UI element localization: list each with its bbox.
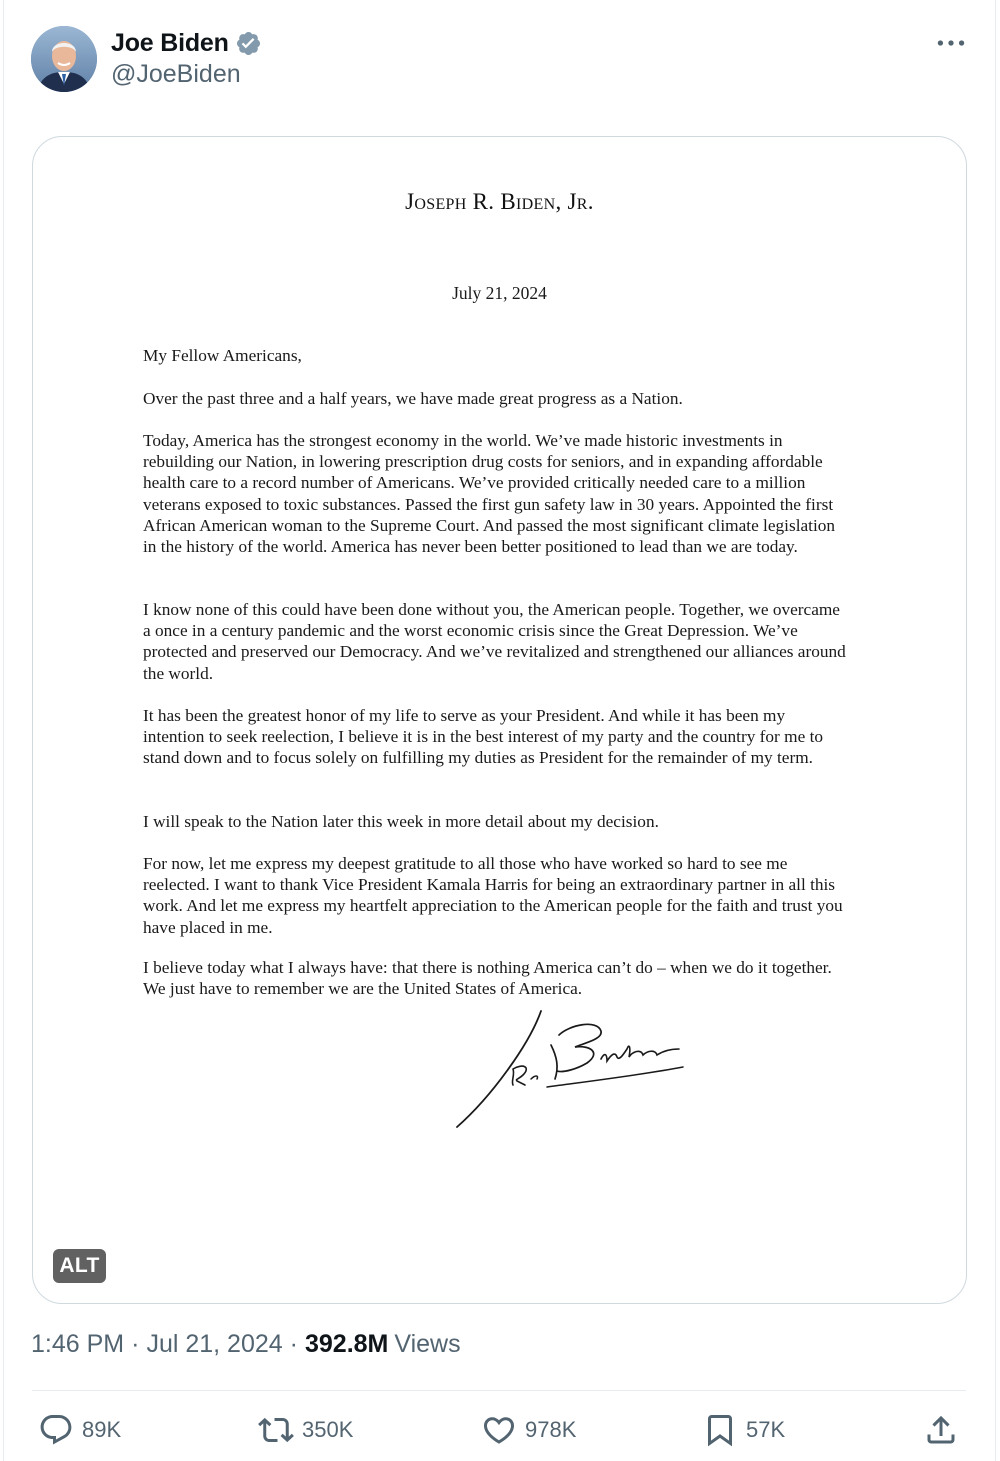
frame-edge-right — [995, 0, 996, 1461]
bookmark-count: 57K — [746, 1417, 786, 1442]
letter-paragraph: Today, America has the strongest economy in the world. We’ve made historic investments in rebuilding our Nation, in lowering prescription drug costs for seniors, and in expanding affordable health care to a record number of Americans. We’ve provided critically needed care to a million veterans exposed to toxic substances. Passed the first gun safety law in 30 years. Appointed the first African American woman to the Supreme Court. And passed the most significant climate legislation in the history of the world. America has never been better positioned to lead than we are today. — [143, 431, 836, 557]
letter-paragraph: I will speak to the Nation later this week in more detail about my decision. — [143, 812, 659, 831]
meta-separator: · — [131, 1330, 140, 1358]
signature-image — [451, 1005, 691, 1133]
letterhead: Joseph R. Biden, Jr. — [405, 189, 594, 214]
avatar-image — [31, 26, 97, 92]
alt-text-badge[interactable]: ALT — [53, 1249, 106, 1283]
letter-date: July 21, 2024 — [452, 283, 547, 303]
avatar[interactable] — [31, 26, 97, 92]
views-count[interactable]: 392.8M — [304, 1330, 389, 1358]
verified-badge-icon[interactable] — [235, 30, 262, 57]
letter-salutation: My Fellow Americans, — [143, 346, 302, 365]
more-options-icon[interactable] — [934, 28, 968, 58]
views-label: Views — [394, 1330, 461, 1358]
author-name[interactable]: Joe Biden — [111, 28, 229, 57]
repost-icon — [258, 1412, 294, 1448]
reply-button[interactable] — [38, 1410, 121, 1450]
tweet-time[interactable]: 1:46 PM — [31, 1330, 125, 1358]
letter-paragraph: It has been the greatest honor of my life to serve as your President. And while it has been my intention to seek reelection, I believe it is in the best interest of my party and the country for me to stand down and to focus solely on fulfilling my duties as President for the remainder of my term. — [143, 706, 824, 768]
letter-paragraph: For now, let me express my deepest gratitude to all those who have worked so hard to see me reelected. I want to thank Vice President Kamala Harris for being an extraordinary partner in all this work. And let me express my heartfelt appreciation to the American people for the faith and trust you have placed in me. — [143, 854, 843, 937]
author-name-row[interactable] — [111, 27, 262, 59]
like-count: 978K — [525, 1417, 577, 1442]
meta-separator: · — [289, 1330, 298, 1358]
tweet-date[interactable]: Jul 21, 2024 — [146, 1330, 283, 1358]
bookmark-icon — [702, 1412, 738, 1448]
frame-edge-left — [3, 0, 4, 1461]
share-button[interactable] — [923, 1410, 959, 1450]
reply-icon — [38, 1412, 74, 1448]
repost-count: 350K — [302, 1417, 354, 1442]
reply-count: 89K — [82, 1417, 122, 1442]
letter-paragraph: I know none of this could have been done without you, the American people. Together, we overcame a once in a century pandemic and the worst economic crisis since the Great Depression. We’ve protected and preserved our Democracy. And we’ve revitalized and strengthened our alliances around the world. — [143, 600, 846, 683]
author-handle[interactable]: @JoeBiden — [111, 60, 241, 88]
bookmark-button[interactable] — [702, 1410, 785, 1450]
repost-button[interactable] — [258, 1410, 353, 1450]
tweet-meta — [31, 1330, 461, 1359]
tweet-media-card[interactable] — [32, 136, 967, 1304]
heart-icon — [481, 1412, 517, 1448]
share-icon — [923, 1412, 959, 1448]
letter-paragraph: Over the past three and a half years, we have made great progress as a Nation. — [143, 389, 683, 408]
divider — [32, 1390, 966, 1391]
like-button[interactable] — [481, 1410, 576, 1450]
letter-paragraph: I believe today what I always have: that there is nothing America can’t do – when we do it together. We just have to remember we are the United States of America. — [143, 958, 832, 999]
letter-image — [33, 137, 966, 1303]
